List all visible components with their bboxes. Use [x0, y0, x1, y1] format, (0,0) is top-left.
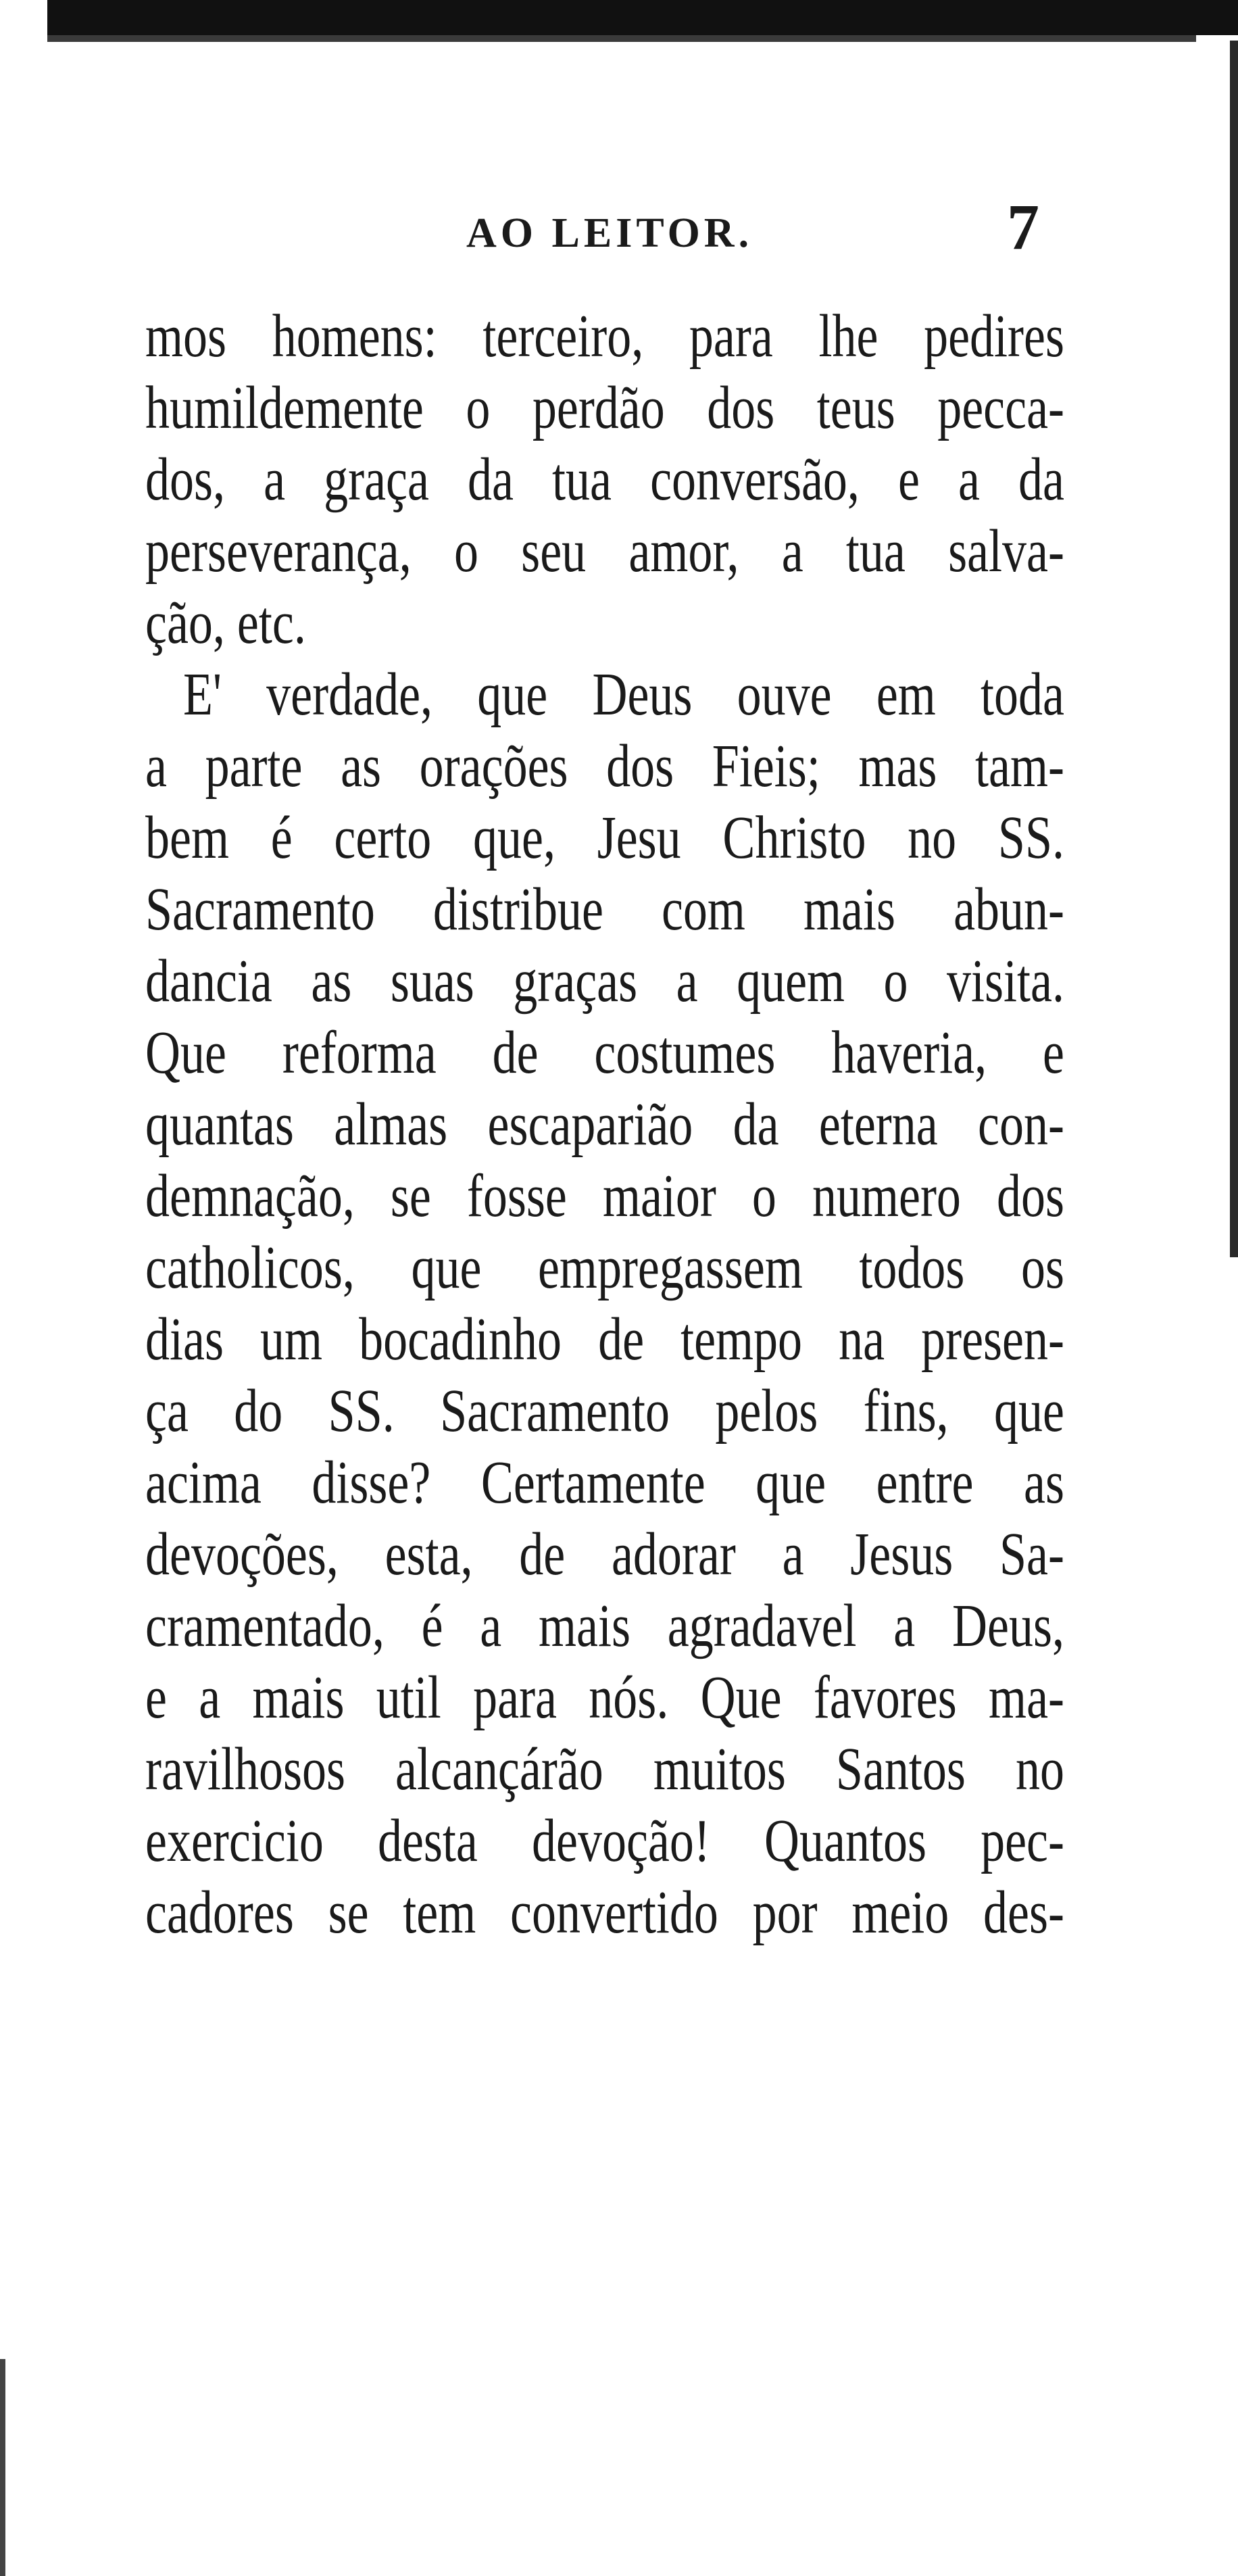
text-line: cadores se tem convertido por meio des-	[145, 1879, 1064, 1946]
text-line: ça do SS. Sacramento pelos fins, que	[145, 1378, 1064, 1444]
text-line: quantas almas escaparião da eterna con-	[145, 1091, 1064, 1158]
top-border-rule	[47, 0, 1238, 35]
text-line: bem é certo que, Jesu Christo no SS.	[145, 804, 1064, 871]
text-line: acima disse? Certamente que entre as	[145, 1449, 1064, 1516]
text-line: humildemente o perdão dos teus pecca-	[145, 374, 1064, 441]
text-line: a parte as orações dos Fieis; mas tam-	[145, 733, 1064, 800]
text-line: dias um bocadinho de tempo na presen-	[145, 1306, 1064, 1373]
text-line: Sacramento distribue com mais abun-	[145, 876, 1064, 943]
text-line: cramentado, é a mais agradavel a Deus,	[145, 1593, 1064, 1659]
text-line: e a mais util para nós. Que favores ma-	[145, 1664, 1064, 1731]
text-line: dos, a graça da tua conversão, e a da	[145, 446, 1064, 513]
text-line: demnação, se fosse maior o numero dos	[145, 1163, 1064, 1230]
text-line: catholicos, que empregassem todos os	[145, 1234, 1064, 1301]
text-line: devoções, esta, de adorar a Jesus Sa-	[145, 1521, 1064, 1588]
text-line: mos homens: terceiro, para lhe pedires	[145, 303, 1064, 370]
text-line: perseverança, o seu amor, a tua salva-	[145, 518, 1064, 585]
text-line: exercicio desta devoção! Quantos pec-	[145, 1807, 1064, 1874]
text-line: Que reforma de costumes haveria, e	[145, 1019, 1064, 1086]
top-border-rule-thin	[47, 35, 1196, 42]
page-number: 7	[1007, 191, 1039, 263]
body-text	[145, 301, 1064, 1949]
text-line: E' verdade, que Deus ouve em toda	[183, 661, 1064, 728]
page-header	[0, 183, 1238, 264]
text-line: ravilhosos alcançárão muitos Santos no	[145, 1736, 1064, 1803]
text-line: dancia as suas graças a quem o visita.	[145, 948, 1064, 1015]
running-head: AO LEITOR.	[466, 210, 753, 256]
left-page-edge	[0, 2359, 5, 2576]
text-line: ção, etc.	[145, 589, 306, 656]
